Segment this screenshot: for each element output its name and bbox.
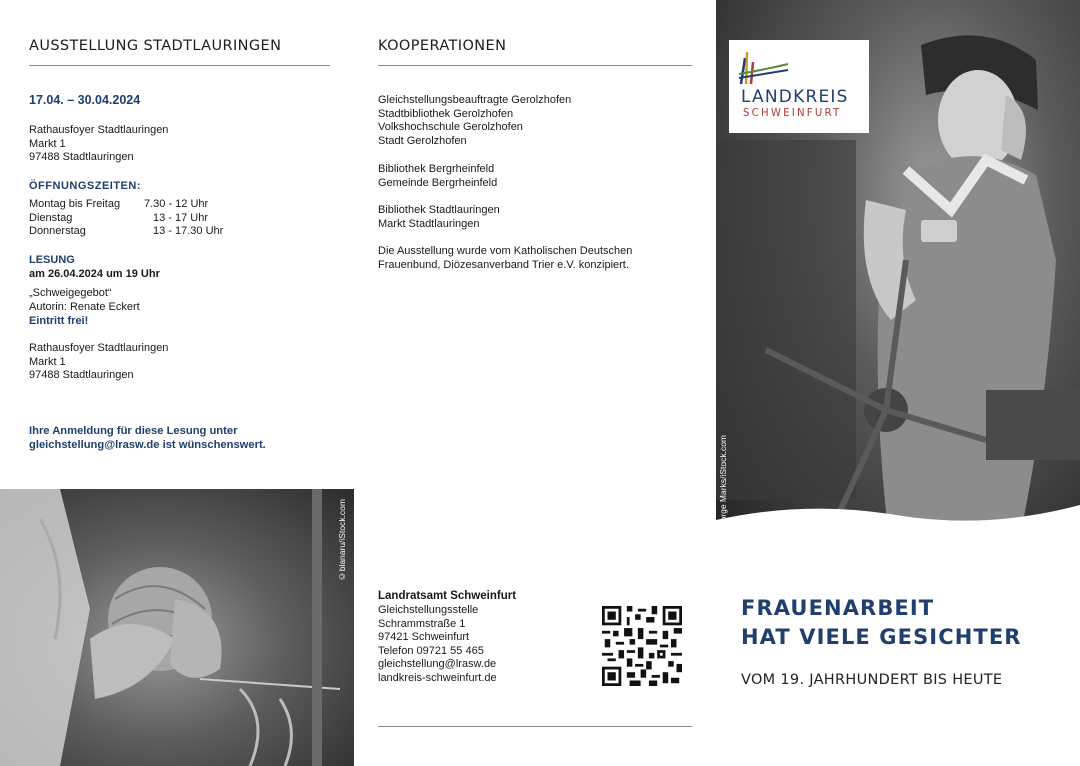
exhibition-heading: AUSSTELLUNG STADTLAURINGEN [29, 38, 282, 54]
yarn-illustration [0, 489, 354, 766]
yarn-photo-credit: ©blanaru/iStock.com [337, 499, 347, 582]
cover-title-line1: FRAUENARBEIT [741, 596, 935, 620]
qr-code[interactable] [602, 606, 682, 686]
reading-heading: LESUNG [29, 254, 75, 266]
contact-name: Landratsamt Schweinfurt [378, 590, 517, 602]
reading-date: am 26.04.2024 um 19 Uhr [29, 268, 160, 280]
cover-title-line2: HAT VIELE GESICHTER [741, 625, 1022, 649]
reading-author: Autorin: Renate Eckert [29, 301, 140, 313]
hours-heading: ÖFFNUNGSZEITEN: [29, 180, 141, 192]
reading-venue: Rathausfoyer Stadtlauringen Markt 1 97488 Stadtlauringen [29, 342, 169, 382]
exhibition-venue: Rathausfoyer Stadtlauringen Markt 1 97488 Stadtlauringen [29, 124, 169, 164]
logo-emblem-icon [733, 44, 793, 90]
partner-group-gerolzhofen: Gleichstellungsbeauftragte Gerolzhofen Stadtbibliothek Gerolzhofen Volkshochschule Gerolzhofen Stadt Gerolzhofen [378, 94, 572, 147]
cover-subtitle: VOM 19. JAHRHUNDERT BIS HEUTE [741, 672, 1003, 688]
hours-table [29, 198, 223, 239]
hours-row: Dienstag 13 - 17 Uhr [29, 211, 209, 224]
contact-website[interactable]: landkreis-schweinfurt.de [378, 671, 497, 684]
bottom-rule [378, 726, 692, 727]
partner-group-stadtlauringen: Bibliothek Stadtlauringen Markt Stadtlauringen [378, 204, 500, 230]
yarn-photo [0, 489, 354, 766]
contact-email[interactable]: gleichstellung@lrasw.de [378, 658, 497, 671]
reading-title: „Schweigegebot“ [29, 287, 112, 299]
landkreis-logo [729, 40, 869, 133]
cooperation-heading: KOOPERATIONEN [378, 38, 507, 54]
registration-note: Ihre Anmeldung für diese Lesung unter gleichstellung@lrasw.de ist wünschenswert. [29, 425, 266, 451]
hours-row: Montag bis Freitag 7.30 - 12 Uhr [29, 198, 209, 210]
logo-subtitle: SCHWEINFURT [743, 108, 842, 119]
partner-group-bergrheinfeld: Bibliothek Bergrheinfeld Gemeinde Bergrheinfeld [378, 163, 498, 189]
logo-title: LANDKREIS [741, 87, 849, 107]
reading-free: Eintritt frei! [29, 315, 89, 327]
exhibition-dates: 17.04. – 30.04.2024 [29, 93, 141, 107]
exhibition-rule [29, 65, 330, 66]
exhibition-origin-note: Die Ausstellung wurde vom Katholischen Deutschen Frauenbund, Diözesanverband Trier e.V. konzipiert. [378, 245, 633, 271]
hours-row: Donnerstag 13 - 17.30 Uhr [29, 225, 224, 238]
worker-photo-credit: ©George Marks/iStock.com [718, 435, 728, 543]
contact-address: Gleichstellungsstelle Schrammstraße 1 97421 Schweinfurt Telefon 09721 55 465 gleichstellung@lrasw.de landkreis-schweinfurt.de [378, 604, 497, 684]
cooperation-rule [378, 65, 692, 66]
